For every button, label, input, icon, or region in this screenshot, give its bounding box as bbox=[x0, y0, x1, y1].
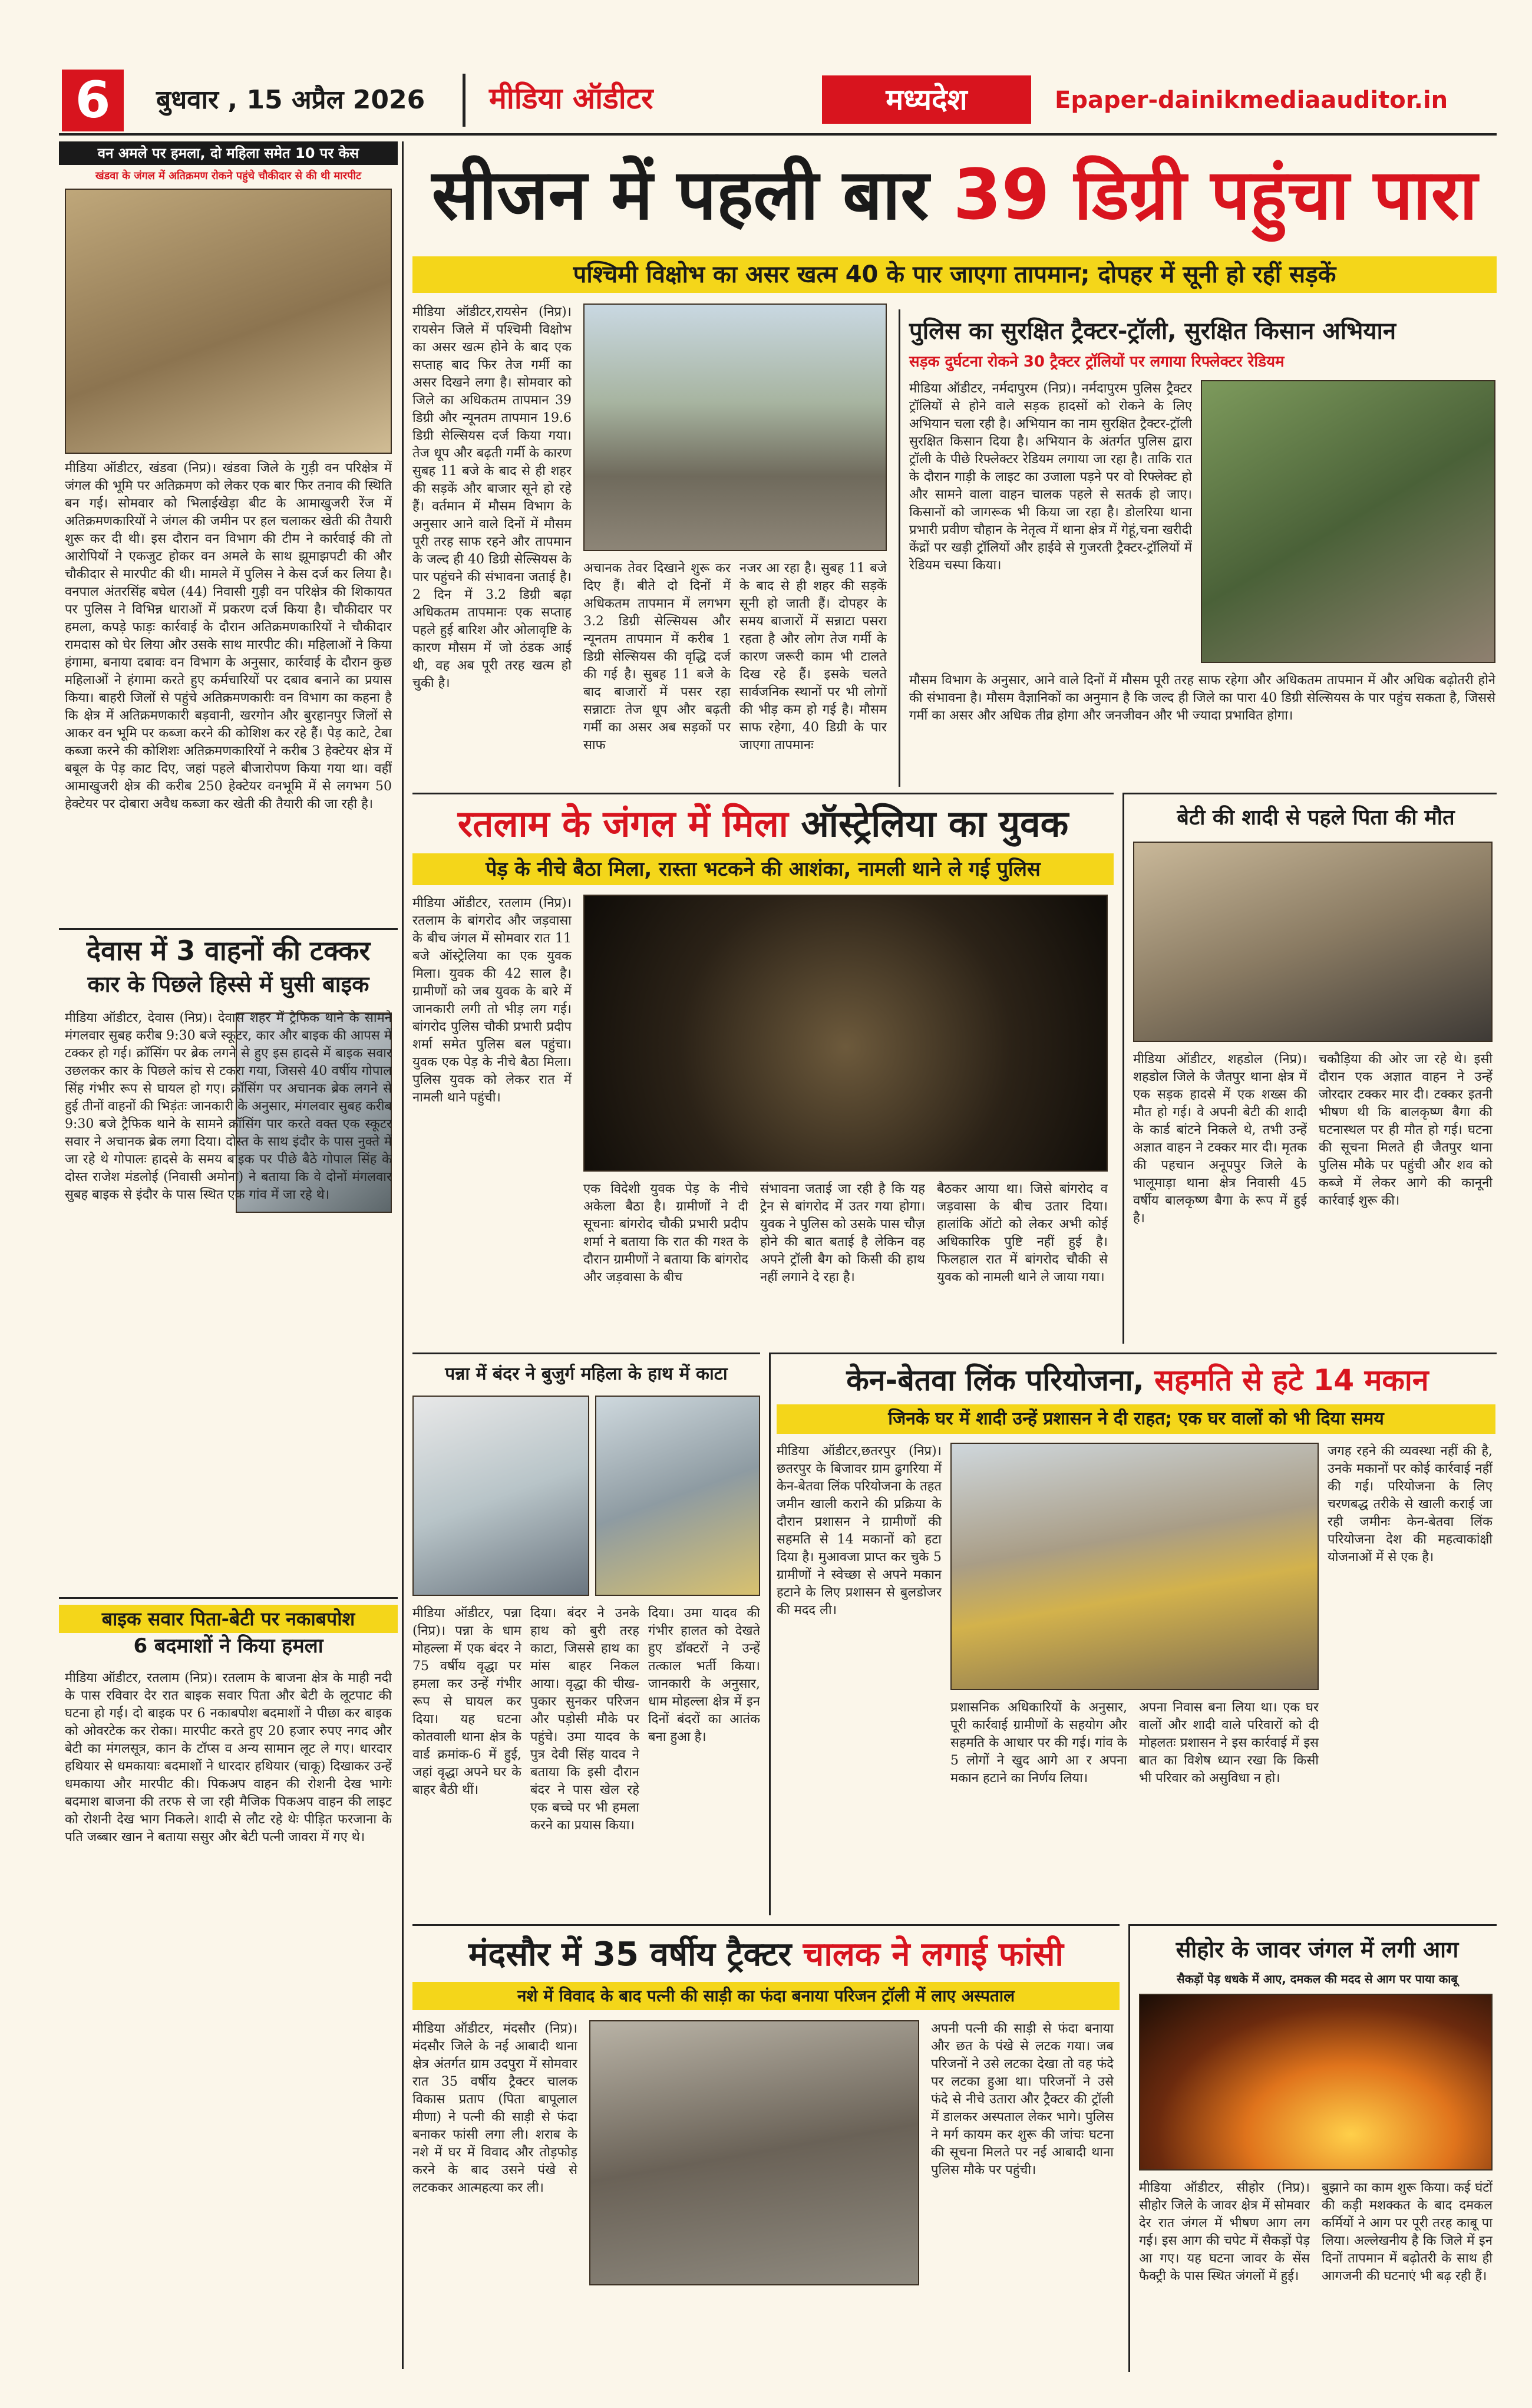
website-link[interactable]: Epaper-dainikmediaauditor.in bbox=[1055, 87, 1448, 114]
story-headline-black: मंदसौर में 35 वर्षीय ट्रैक्टर bbox=[468, 1935, 792, 1974]
story-subheadline: नशे में विवाद के बाद पत्नी की साड़ी का फंदा बनाया परिजन ट्रॉली में लाए अस्पताल bbox=[412, 1982, 1120, 2010]
main-headline bbox=[412, 147, 1497, 242]
patient-photo-right bbox=[595, 1396, 760, 1596]
story-headline: सीहोर के जावर जंगल में लगी आग bbox=[1176, 1937, 1459, 1962]
story-body-col4: जगह रहने की व्यवस्था नहीं की है, उनके मकानों पर कोई कार्रवाई नहीं की गई। परियोजना के लिए चरणबद्ध तरीके से खाली कराई जा रही जमीनः केन-बेतवा लिंक परियोजना देश की महत्वाकांक्षी योजनाओं में से एक है। bbox=[1328, 1444, 1493, 1565]
story-body: मीडिया ऑडीटर, नर्मदापुरम (निप्र)। नर्मदापुरम पुलिस ट्रैक्टर ट्रॉलियों से होने वाले सड़क हादसों को रोकने के लिए अभियान चला रही है। अभियान का नाम सुरक्षित ट्रैक्टर-ट्रॉली सुरक्षित किसान दिया है। अभियान के अंतर्गत पुलिस द्वारा ट्रॉली के पीछे रिफ्लेक्टर रेडियम लगाया जा रहा है। ताकि रात के दौरान गाड़ी के लाइट का उजाला पड़ने पर वो रिफ्लेक्ट हो और सामने वाला वाहन चालक पहले से सतर्क हो जाए। किसानों को जागरूक भी किया जा रहा है। डोलरिया थाना प्रभारी प्रवीण चौहान के नेतृत्व में थाना क्षेत्र में गेहूं,चना खरीदी केंद्रों पर खड़ी ट्रॉलियों और हाईवे से गुजरती ट्रैक्टर-ट्रॉलियों में रेडियम चस्पा किया। bbox=[909, 381, 1192, 573]
story-sehore-fire bbox=[1128, 1924, 1497, 2372]
story-body-col2: चकौड़िया की ओर जा रहे थे। इसी दौरान एक अज्ञात वाहन ने उन्हें जोरदार टक्कर मार दी। टक्कर इतनी भीषण थी कि बालकृष्ण बैगा की घटनास्थल पर ही मौत हो गई। घटना की सूचना मिलते ही जैतपुर थाना पुलिस मौके पर पहुंची और शव को कब्जे में लेकर आगे की कानूनी कार्रवाई शुरू की। bbox=[1319, 1052, 1493, 1208]
story-body-col1: मीडिया ऑडीटर, रतलाम (निप्र)। रतलाम के बांगरोद और जड़वासा के बीच जंगल में सोमवार रात 11 बजे ऑस्ट्रेलिया का एक युवक मिला। युवक की 42 साल है। ग्रामीणों को जब युवक के बारे में जानकारी लगी तो भीड़ लग गई। बांगरोद पुलिस चौकी प्रभारी प्रदीप शर्मा समेत पुलिस बल पहुंचा। युवक एक पेड़ के नीचे बैठा मिला। पुलिस युवक को लेकर रात में नामली थाने पहुंची। bbox=[412, 896, 572, 1105]
story-body-col1: मीडिया ऑडीटर, पन्ना (निप्र)। पन्ना के धाम मोहल्ला में एक बंदर ने 75 वर्षीय वृद्धा पर हमला कर उन्हें गंभीर रूप से घायल कर दिया। यह घटना कोतवाली थाना क्षेत्र के वार्ड क्रमांक-6 में हुई, जहां वृद्धा अपने घर के बाहर बैठी थीं। bbox=[412, 1606, 521, 1797]
story-headline: बेटी की शादी से पहले पिता की मौत bbox=[1177, 806, 1455, 830]
story-headline: पन्ना में बंदर ने बुजुर्ग महिला के हाथ में काटा bbox=[445, 1364, 728, 1384]
story-body-col1: मीडिया ऑडीटर, सीहोर (निप्र)। सीहोर जिले के जावर क्षेत्र में सोमवार देर रात जंगल में भीषण आग लग गई। इस आग की चपेट में सैकड़ों पेड़ आ गए। यह घटना जावर के सेंस फैक्ट्री के पास स्थित जंगलों में हुई। bbox=[1139, 2181, 1310, 2284]
story-headline-red: ऑस्ट्रेलिया का युवक bbox=[801, 802, 1069, 845]
main-body-col2: अचानक तेवर दिखाने शुरू कर दिए हैं। बीते दो दिनों में अधिकतम तापमान में लगभग 3.2 डिग्री सेल्सियस और न्यूनतम तापमान में करीब 1 डिग्री सेल्सियस की वृद्धि दर्ज की गई है। सुबह 11 बजे के बाद बाजारों में पसर रहा सन्नाटाः तेज धूप और बढ़ती गर्मी का असर अब सड़कों पर साफ bbox=[583, 561, 731, 753]
story-body: मीडिया ऑडीटर, रतलाम (निप्र)। रतलाम के बाजना क्षेत्र के माही नदी के पास रविवार देर रात बाइक सवार पिता और बेटी के लूटपाट की घटना हो गई। दो बाइक पर 6 नकाबपोश बदमाशों ने पीछा कर बाइक को ओवरटेक कर रोका। मारपीट करते हुए 20 हजार रुपए नगद और बेटी का मंगलसूत्र, कान के टॉप्स व अन्य सामान लूट ले गए। धारदार हथियार से धमकायाः बदमाशों ने धारदार हथियार (चाकू) दिखाकर उन्हें धमकाया और मारपीट की। पिकअप वाहन की रोशनी देख भागेः बदमाश बाजना की तरफ से जा रही मैजिक पिकअप वाहन की लाइट को रोशनी देख भाग निकले। शादी से लौट रहे थेः पीड़ित फरजाना के पति जब्बार खान ने बताया ससुर और बेटी पत्नी जावरा में गए थे। bbox=[65, 1671, 392, 1845]
masthead-underline bbox=[59, 133, 1497, 136]
story-headline: वन अमले पर हमला, दो महिला समेत 10 पर केस bbox=[59, 141, 398, 165]
story-body: मीडिया ऑडीटर, देवास (निप्र)। देवास शहर में ट्रैफिक थाने के सामने मंगलवार सुबह करीब 9:30 बजे स्कूटर, कार और बाइक की आपस में टक्कर हो गई। क्रॉसिंग पर ब्रेक लगने से हुए इस हादसे में बाइक सवार उछलकर कार के पिछले कांच से टकरा गया, जिससे 40 वर्षीय गोपाल सिंह गंभीर रूप से घायल हो गए। क्रॉसिंग पर अचानक ब्रेक लगने से हुई तीनों वाहनों की भिड़ंतः जानकारी के अनुसार, मंगलवार सुबह करीब 9:30 बजे ट्रैफिक थाने के सामने क्रॉसिंग पार करते वक्त एक स्कूटर सवार ने अचानक ब्रेक लगा दिया। दोस्त के साथ इंदौर के पास नुक्ते में जा रहे थे गोपालः हादसे के समय बाइक पर पीछे बैठे गोपाल सिंह के दोस्त राजेश मंडलोई (निवासी अमोना) ने बताया कि वे दोनों मंगलवार सुबह बाइक से इंदौर के पास स्थित एक गांव में जा रहे थे। bbox=[65, 1011, 392, 1202]
story-forest-attack bbox=[59, 141, 398, 919]
motorcycle-photo bbox=[1133, 842, 1493, 1042]
story-ratlam-robbery bbox=[59, 1597, 398, 2363]
forest-fire-photo bbox=[1139, 1994, 1493, 2171]
empty-road-photo bbox=[583, 304, 887, 551]
main-subheadline: पश्चिमी विक्षोभ का असर खत्म 40 के पार जाएगा तापमान; दोपहर में सूनी हो रहीं सड़कें bbox=[412, 256, 1497, 293]
story-body-col1: मीडिया ऑडीटर,छतरपुर (निप्र)। छतरपुर के बिजावर ग्राम ढुगरिया में केन-बेतवा लिंक परियोजना के तहत जमीन खाली कराने की प्रक्रिया के दौरान प्रशासन ने ग्रामीणों की सहमति से 14 मकानों को हटा दिया है। मुआवजा प्राप्त कर चुके 5 ग्रामीणों ने स्वेच्छा से अपने मकान हटाने के लिए प्रशासन से बुलडोजर की मदद ली। bbox=[777, 1444, 942, 1618]
story-headline bbox=[412, 800, 1114, 847]
night-forest-photo bbox=[583, 895, 1108, 1172]
story-ken-betwa bbox=[769, 1353, 1497, 1915]
story-body-wide: मौसम विभाग के अनुसार, आने वाले दिनों में मौसम पूरी तरह साफ रहेगा और अधिकतम तापमान में और अधिक बढ़ोतरी होने की संभावना है। मौसम वैज्ञानिकों का अनुमान है कि जल्द ही जिले का पारा 40 डिग्री सेल्सियस के पार पहुंच सकता है, जिससे गर्मी का असर और अधिक तीव्र होगा और जनजीवन और भी ज्यादा प्रभावित होगा। bbox=[909, 673, 1495, 723]
main-headline-red: 39 डिग्री पहुंचा पारा bbox=[953, 154, 1478, 235]
story-body-col3: अपना निवास बना लिया था। एक घर वालों और शादी वाले परिवारों को दी मोहलतः प्रशासन ने इस कार्रवाई में इस बात का विशेष ध्यान रखा कि किसी भी परिवार को असुविधा न हो। bbox=[1139, 1700, 1319, 1786]
bulldozer-photo bbox=[950, 1443, 1319, 1690]
story-headline: बाइक सवार पिता-बेटी पर नकाबपोश bbox=[59, 1605, 398, 1633]
main-headline-black: सीजन में पहली बार bbox=[431, 154, 929, 235]
date-line: बुधवार , 15 अप्रैल 2026 bbox=[156, 85, 425, 115]
stretcher-photo bbox=[589, 2020, 919, 2285]
story-body-col1: मीडिया ऑडीटर, शहडोल (निप्र)। शहडोल जिले के जैतपुर थाना क्षेत्र में एक सड़क हादसे में एक शख्स की मौत हो गई। वे अपनी बेटी की शादी के कार्ड बांटने निकले थे, तभी उन्हें अज्ञात वाहन ने टक्कर मार दी। मृतक की पहचान अनूपपुर जिले के भालूमाड़ा थाना क्षेत्र निवासी 45 वर्षीय बालकृष्ण बैगा के रूप में हुई है। bbox=[1133, 1052, 1307, 1226]
masthead-divider bbox=[463, 74, 465, 127]
story-body-col1: मीडिया ऑडीटर, मंदसौर (निप्र)। मंदसौर जिले के नई आबादी थाना क्षेत्र अंतर्गत ग्राम उदपुरा में सोमवार रात 35 वर्षीय ट्रैक्टर चालक विकास प्रताप (पिता बापूलाल मीणा) ने पत्नी की साड़ी से फंदा बनाकर फांसी लगा ली। शराब के नशे में घर में विवाद और तोड़फोड़ करने के बाद उसने पंखे से लटककर आत्महत्या कर ली। bbox=[412, 2021, 577, 2195]
story-body-col2: एक विदेशी युवक पेड़ के नीचे अकेला बैठा है। ग्रामीणों ने दी सूचनाः बांगरोद चौकी प्रभारी प्रदीप शर्मा ने बताया कि रात की गश्त के दौरान ग्रामीणों ने बताया कि बांगरोद और जड़वासा के बीच bbox=[583, 1182, 748, 1285]
story-subheadline: पेड़ के नीचे बैठा मिला, रास्ता भटकने की आशंका, नामली थाने ले गई पुलिस bbox=[412, 853, 1114, 885]
story-subheadline: जिनके घर में शादी उन्हें प्रशासन ने दी राहत; एक घर वालों को भी दिया समय bbox=[777, 1404, 1495, 1434]
left-column bbox=[59, 141, 404, 2369]
story-headline: देवास में 3 वाहनों की टक्कर bbox=[86, 935, 371, 967]
page-number: 6 bbox=[62, 70, 124, 131]
section-label: मध्यदेश bbox=[822, 75, 1031, 124]
story-headline-black: केन-बेतवा लिंक परियोजना, bbox=[846, 1363, 1144, 1397]
main-body-col1: मीडिया ऑडीटर,रायसेन (निप्र)। रायसेन जिले में पश्चिमी विक्षोभ का असर खत्म होने के बाद एक सप्ताह बाद फिर तेज गर्मी का असर दिखने लगा है। सोमवार को जिले का अधिकतम तापमान 39 डिग्री और न्यूनतम तापमान 19.6 डिग्री सेल्सियस दर्ज किया गया। तेज धूप और बढ़ती गर्मी के कारण सुबह 11 बजे के बाद से ही शहर की सड़कें और बाजार सूने हो रहे हैं। वर्तमान में मौसम विभाग के अनुसार आने वाले दिनों में मौसम पूरी तरह साफ रहने और तापमान के जल्द ही 40 डिग्री सेल्सियस के पार पहुंचने की संभावना जताई है। 2 दिन में 3.2 डिग्री बढ़ा अधिकतम तापमानः एक सप्ताह पहले हुई बारिश और ओलावृष्टि के कारण मौसम में जो ठंडक आई थी, वह अब पूरी तरह खत्म हो चुकी है। bbox=[412, 305, 572, 691]
story-body-col3: संभावना जताई जा रही है कि यह ट्रेन से बांगरोद में उतर गया होगा। युवक ने पुलिस को उसके पास चौज़ होने की बात बताई है लेकिन वह अपने ट्रॉली बैग को किसी की हाथ नहीं लगाने दे रहा है। bbox=[760, 1182, 925, 1285]
story-tractor-safety bbox=[899, 309, 1497, 787]
patient-photo-left bbox=[412, 1396, 589, 1596]
story-headline-2: 6 बदमाशों ने किया हमला bbox=[133, 1634, 323, 1658]
story-mandsaur bbox=[412, 1924, 1120, 2372]
story-dewas-crash bbox=[59, 928, 398, 1591]
masthead bbox=[0, 0, 1532, 136]
story-body-col2: प्रशासनिक अधिकारियों के अनुसार, पूरी कार्रवाई ग्रामीणों के सहयोग और सहमति के आधार पर की गई। गांव के 5 लोगों ने खुद आगे आ र अपना मकान हटाने का निर्णय लिया। bbox=[950, 1700, 1127, 1786]
forest-photo bbox=[65, 189, 392, 454]
story-body-col3: दिया। उमा यादव की गंभीर हालत को देखते हुए डॉक्टरों ने उन्हें तत्काल भर्ती किया। जानकारी के अनुसार, धाम मोहल्ला क्षेत्र में इन दिनों बंदरों का आतंक बना हुआ है। bbox=[648, 1606, 760, 1744]
story-subhead: खंडवा के जंगल में अतिक्रमण रोकने पहुंचे चौकीदार से की थी मारपीट bbox=[95, 170, 362, 182]
story-headline bbox=[777, 1360, 1498, 1400]
story-body-col2: दिया। बंदर ने उनके हाथ को बुरी तरह काटा, जिससे हाथ का मांस बाहर निकल आया। वृद्धा की चीख-पुकार सुनकर परिजन और पड़ोसी मौके पर पहुंचे। उमा यादव के पुत्र देवी सिंह यादव ने बताया कि इसी दौरान बंदर ने पास खेल रहे एक बच्चे पर भी हमला करने का प्रयास किया। bbox=[530, 1606, 639, 1833]
story-subhead: सड़क दुर्घटना रोकने 30 ट्रैक्टर ट्रॉलियों पर लगाया रिफ्लेक्टर रेडियम bbox=[909, 353, 1285, 371]
story-body-col4: बैठकर आया था। जिसे बांगरोद व जड़वासा के बीच उतार दिया। हालांकि ऑटो को लेकर अभी कोई अधिकारिक पुष्टि नहीं हुई है। फिलहाल रात में बांगरोद चौकी से युवक को नामली थाने ले जाया गया। bbox=[937, 1182, 1108, 1285]
story-headline: पुलिस का सुरक्षित ट्रैक्टर-ट्रॉली, सुरक्षित किसान अभियान bbox=[909, 318, 1396, 345]
story-father-death bbox=[1122, 793, 1497, 1344]
story-headline bbox=[412, 1932, 1120, 1978]
main-body-col3: नजर आ रहा है। सुबह 11 बजे के बाद से ही शहर की सड़कें सूनी हो जाती हैं। दोपहर के समय बाजारों में सन्नाटा पसरा रहता है और लोग तेज गर्मी के कारण जरूरी काम भी टालते दिख रहे हैं। इसके चलते सार्वजनिक स्थानों पर भी लोगों की भीड़ कम हो गई है। मौसम साफ रहेगा, 40 डिग्री के पार जाएगा तापमानः bbox=[739, 561, 887, 753]
story-headline-2: कार के पिछले हिस्से में घुसी बाइक bbox=[87, 971, 369, 997]
tractor-photo bbox=[1201, 380, 1495, 663]
story-australian-youth bbox=[412, 793, 1114, 1344]
story-body-col2: अपनी पत्नी की साड़ी से फंदा बनाया और छत के पंखे से लटक गया। जब परिजनों ने उसे लटका देखा तो वह फंदे पर लटका हुआ था। परिजनों ने उसे फंदे से नीचे उतारा और ट्रैक्टर की ट्रॉली में डालकर अस्पताल लेकर भागे। पुलिस ने मर्ग कायम कर शुरू की जांचः घटना की सूचना मिलते पर नई आबादी थाना पुलिस मौके पर पहुंची। bbox=[931, 2021, 1114, 2178]
story-body: मीडिया ऑडीटर, खंडवा (निप्र)। खंडवा जिले के गुड़ी वन परिक्षेत्र में जंगल की भूमि पर अतिक्रमण को लेकर एक बार फिर तनाव की स्थिति बन गई। सोमवार को भिलाईखेड़ा बीट के आमाखुजरी रेंज में अतिक्रमणकारियों ने जंगल की जमीन पर हल चलाकर खेती की तैयारी शुरू कर दी थी। इस दौरान वन विभाग की टीम ने कार्रवाई की तो आरोपियों ने एकजुट होकर वन अमले के साथ झूमाझपटी की और चौकीदार से मारपीट की थी। मामले में पुलिस ने केस दर्ज कर लिया है। वनपाल अंतरसिंह बघेल (44) निवासी गुड़ी वन परिक्षेत्र की शिकायत पर पुलिस ने विभिन्न धाराओं में प्रकरण दर्ज किया है। चौकीदार पर हमला, कपड़े फाड़ः कार्रवाई के दौरान अतिक्रमणकारियों ने चौकीदार रामदास को घेर लिया और उसके साथ मारपीट की। महिलाओं ने किया हंगामा, बनाया दबावः वन विभाग के अनुसार, कार्रवाई के दौरान कुछ महिलाओं ने हंगामा करते हुए कर्मचारियों पर दबाव बनाने का प्रयास किया। बाहरी जिलों से पहुंचे अतिक्रमणकारीः वन विभाग का कहना है कि क्षेत्र में अतिक्रमणकारी बड़वानी, खरगोन और बुरहानपुर जिलों से आकर वन भूमि पर कब्जा करने की कोशिश कर रहे हैं। पेड़ काटे, टेबा कब्जा करने की कोशिशः अतिक्रमणकारियों ने करीब 3 हेक्टेयर क्षेत्र में बबूल के पेड़ काट दिए, जहां पहले बीजारोपण किया गया था। वहीं आमाखुजरी क्षेत्र की करीब 250 हेक्टेयर वनभूमि में से लगभग 50 हेक्टेयर पर दोबारा अवैध कब्जा कर खेती की तैयारी की जा रही है। bbox=[65, 461, 392, 812]
paper-name: मीडिया ऑडीटर bbox=[489, 81, 653, 116]
story-headline-red: चालक ने लगाई फांसी bbox=[803, 1935, 1064, 1974]
story-subhead: सैकड़ों पेड़ धधके में आए, दमकल की मदद से आग पर पाया काबू bbox=[1177, 1972, 1458, 1986]
story-headline-red: सहमति से हटे 14 मकान bbox=[1154, 1363, 1429, 1397]
story-body-col2: बुझाने का काम शुरू किया। कई घंटों की कड़ी मशक्कत के बाद दमकल कर्मियों ने आग पर पूरी तरह काबू पा लिया। अल्लेखनीय है कि जिले में इन दिनों तापमान में बढ़ोतरी के साथ ही आगजनी की घटनाएं भी बढ़ रही हैं। bbox=[1322, 2181, 1493, 2284]
story-headline-black: रतलाम के जंगल में मिला bbox=[457, 802, 788, 845]
story-panna-monkey bbox=[412, 1353, 760, 1915]
